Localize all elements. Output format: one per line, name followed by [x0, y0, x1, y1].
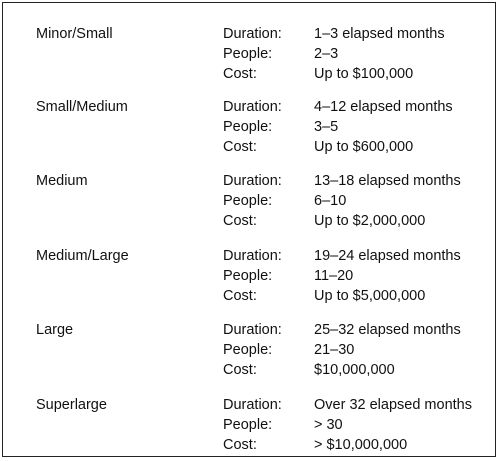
cost-value: Up to $2,000,000	[314, 213, 426, 229]
cost-value: Up to $600,000	[314, 139, 414, 155]
cost-row	[3, 138, 495, 156]
duration-value: 1–3 elapsed months	[314, 26, 445, 42]
cost-row	[3, 65, 495, 83]
people-value: 2–3	[314, 46, 339, 62]
cost-label: Cost:	[223, 288, 257, 304]
people-label: People:	[223, 268, 273, 284]
duration-row	[3, 25, 495, 43]
duration-label: Duration:	[223, 248, 282, 264]
people-row	[3, 118, 495, 136]
people-value: > 30	[314, 417, 343, 433]
duration-label: Duration:	[223, 397, 282, 413]
duration-value: 19–24 elapsed months	[314, 248, 461, 264]
duration-value: 4–12 elapsed months	[314, 99, 453, 115]
people-label: People:	[223, 46, 273, 62]
people-label: People:	[223, 193, 273, 209]
duration-label: Duration:	[223, 173, 282, 189]
category-name: Medium/Large	[36, 248, 129, 264]
cost-value: Up to $100,000	[314, 66, 414, 82]
cost-row	[3, 212, 495, 230]
category-name: Minor/Small	[36, 26, 113, 42]
category-name: Large	[36, 322, 74, 338]
people-row	[3, 267, 495, 285]
duration-row	[3, 247, 495, 265]
duration-label: Duration:	[223, 26, 282, 42]
people-value: 6–10	[314, 193, 347, 209]
cost-row	[3, 436, 495, 454]
duration-row	[3, 321, 495, 339]
people-row	[3, 192, 495, 210]
people-value: 11–20	[314, 268, 354, 284]
people-row	[3, 45, 495, 63]
project-size-table	[2, 2, 496, 457]
cost-value: $10,000,000	[314, 362, 395, 378]
people-row	[3, 416, 495, 434]
people-row	[3, 341, 495, 359]
duration-value: 25–32 elapsed months	[314, 322, 461, 338]
cost-row	[3, 361, 495, 379]
duration-value: Over 32 elapsed months	[314, 397, 472, 413]
duration-row	[3, 98, 495, 116]
cost-label: Cost:	[223, 66, 257, 82]
cost-row	[3, 287, 495, 305]
people-value: 21–30	[314, 342, 355, 358]
cost-value: > $10,000,000	[314, 437, 408, 453]
cost-value: Up to $5,000,000	[314, 288, 426, 304]
cost-label: Cost:	[223, 362, 257, 378]
category-name: Medium	[36, 173, 88, 189]
people-label: People:	[223, 342, 273, 358]
category-name: Superlarge	[36, 397, 107, 413]
category-name: Small/Medium	[36, 99, 128, 115]
cost-label: Cost:	[223, 213, 257, 229]
duration-label: Duration:	[223, 322, 282, 338]
people-value: 3–5	[314, 119, 339, 135]
duration-label: Duration:	[223, 99, 282, 115]
duration-value: 13–18 elapsed months	[314, 173, 461, 189]
people-label: People:	[223, 119, 273, 135]
people-label: People:	[223, 417, 273, 433]
duration-row	[3, 396, 495, 414]
cost-label: Cost:	[223, 139, 257, 155]
cost-label: Cost:	[223, 437, 257, 453]
duration-row	[3, 172, 495, 190]
